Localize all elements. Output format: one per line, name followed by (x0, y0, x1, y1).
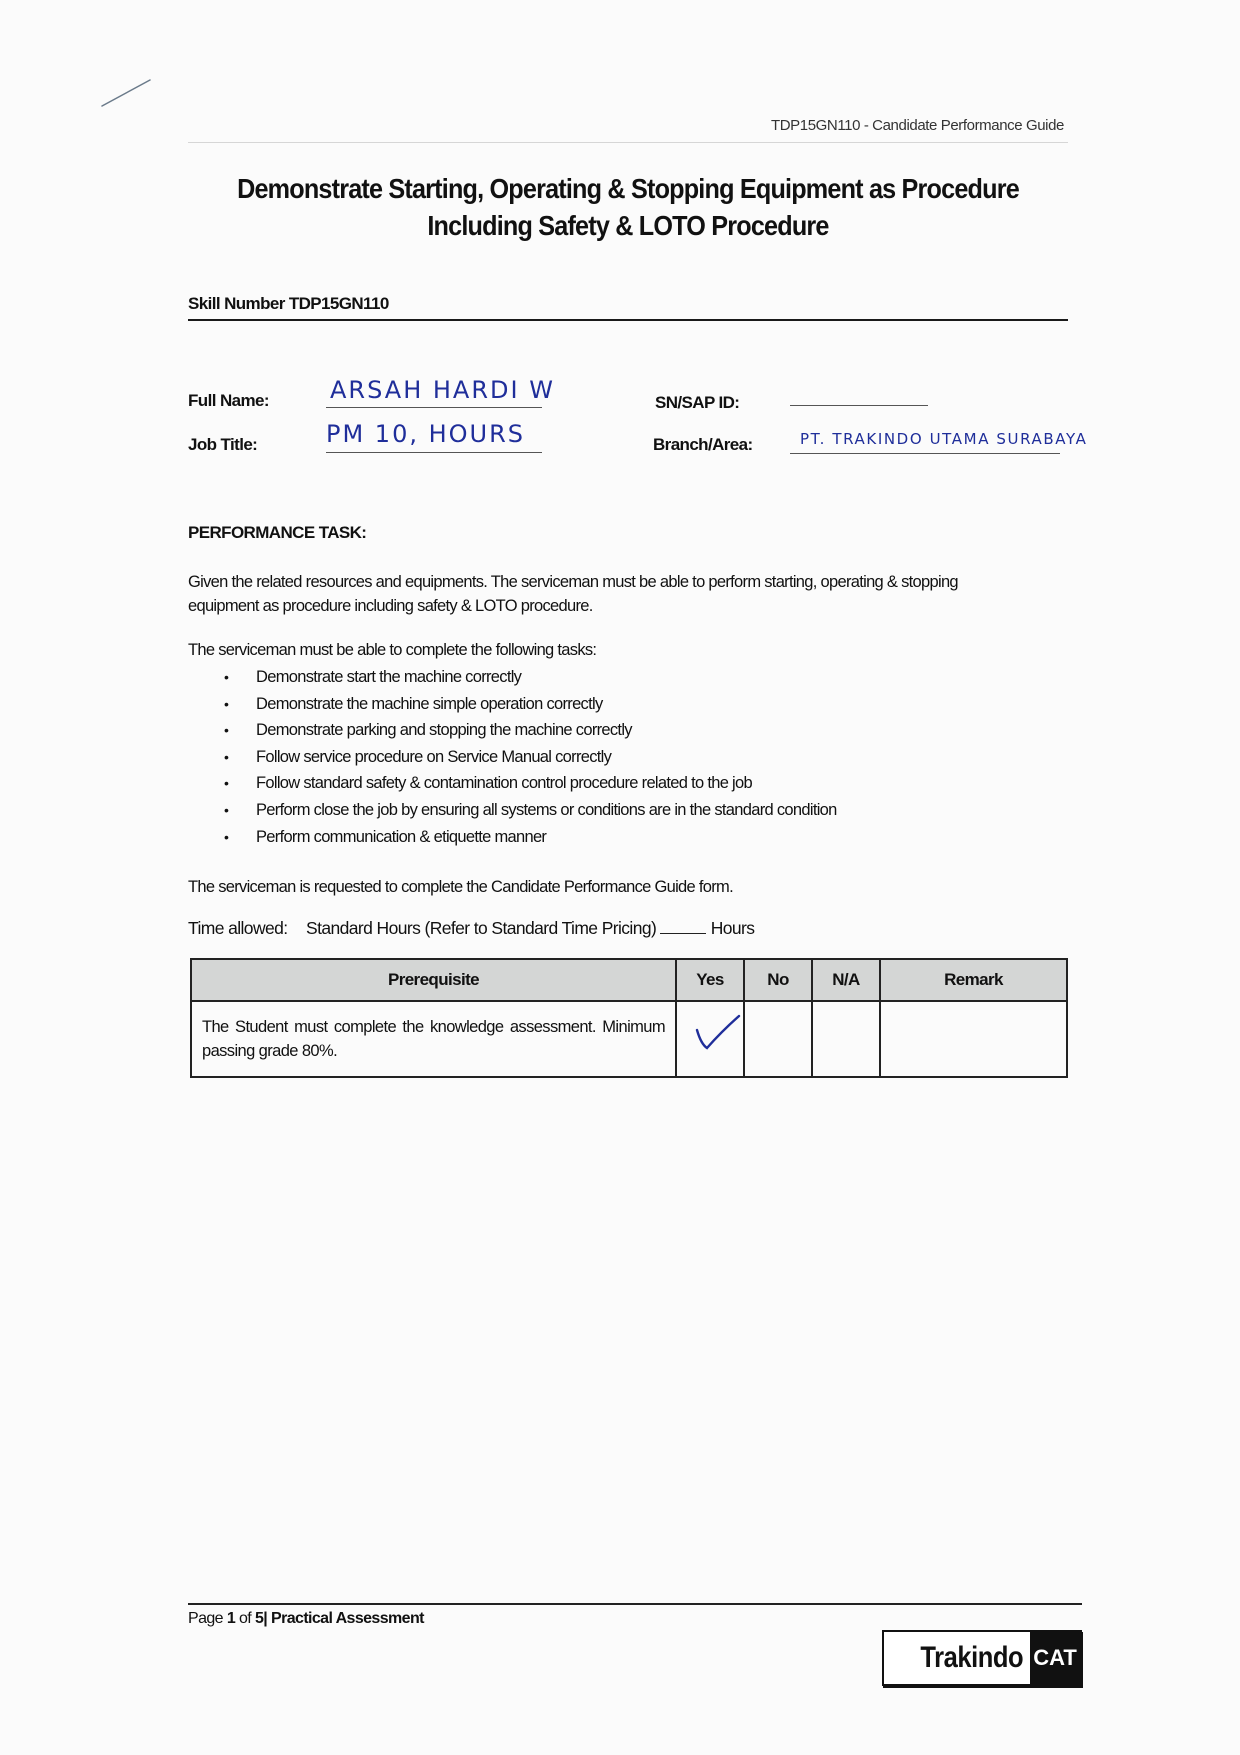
skill-divider (188, 319, 1068, 321)
page-of: of (235, 1610, 255, 1627)
table-header-row (191, 959, 1067, 1001)
list-item (188, 664, 837, 691)
checkmark-icon (695, 1014, 743, 1054)
header-no: No (744, 959, 812, 1001)
task-text: Follow service procedure on Service Manual correctly (256, 747, 612, 766)
task-text: Perform close the job by ensuring all systems or conditions are in the standard condition (256, 800, 837, 819)
job-title-label: Job Title: (188, 435, 258, 454)
document-reference-header: TDP15GN110 - Candidate Performance Guide (770, 117, 1064, 134)
time-allowed-unit: Hours (710, 918, 755, 938)
list-item (188, 717, 837, 744)
full-name-label: Full Name: (188, 391, 269, 410)
yes-checkbox-cell[interactable] (676, 1001, 744, 1077)
time-allowed-hours-field[interactable] (660, 919, 706, 934)
remark-cell[interactable] (880, 1001, 1067, 1077)
sn-sap-id-label: SN/SAP ID: (655, 393, 740, 412)
branch-area-underline (790, 453, 1060, 454)
na-checkbox-cell[interactable] (812, 1001, 880, 1077)
trakindo-cat-logo (882, 1630, 1082, 1686)
bullet-icon: • (224, 748, 229, 765)
title-line-1: Demonstrate Starting, Operating & Stopping Equipment as Procedure (237, 173, 1019, 204)
bullet-icon: • (224, 828, 229, 845)
page-total: 5 (254, 1610, 264, 1627)
bullet-icon: • (224, 669, 229, 685)
bullet-icon: • (224, 801, 229, 818)
bullet-icon: • (224, 775, 229, 792)
job-title-field[interactable]: PM 10, HOURS (326, 420, 526, 448)
list-item (188, 770, 837, 797)
performance-task-intro (188, 570, 1088, 618)
intro-line-1: Given the related resources and equipments. The serviceman must be able to perform starting, operating & stopping (188, 573, 958, 591)
list-item (188, 824, 837, 851)
prerequisite-table (190, 958, 1068, 1078)
list-item (188, 744, 837, 771)
list-item (188, 691, 837, 718)
table-row (191, 1001, 1067, 1077)
task-text: Demonstrate start the machine correctly (256, 668, 522, 686)
header-prerequisite: Prerequisite (191, 959, 676, 1001)
time-allowed-row (188, 918, 754, 939)
skill-number: Skill Number TDP15GN110 (188, 294, 389, 313)
tasks-intro: The serviceman must be able to complete the following tasks: (188, 641, 597, 659)
intro-line-2: equipment as procedure including safety & LOTO procedure. (188, 597, 593, 615)
no-checkbox-cell[interactable] (744, 1001, 812, 1077)
logo-brand-text: Trakindo (920, 1641, 1024, 1674)
task-text: Demonstrate parking and stopping the machine correctly (256, 721, 632, 740)
list-item (188, 797, 837, 824)
header-divider (188, 142, 1068, 143)
prerequisite-text: The Student must complete the knowledge assessment. Minimum passing grade 80%. (191, 1001, 676, 1077)
job-title-underline (326, 452, 542, 453)
pen-stroke-mark (100, 78, 152, 108)
full-name-underline (326, 407, 542, 408)
bullet-icon: • (224, 695, 229, 712)
footer-divider (188, 1603, 1082, 1605)
branch-area-field[interactable]: PT. TRAKINDO UTAMA SURABAYA (800, 430, 1088, 448)
logo-mark-text: CAT (1033, 1645, 1077, 1670)
task-text: Follow standard safety & contamination control procedure related to the job (256, 774, 752, 793)
full-name-field[interactable]: ARSAH HARDI W (330, 376, 555, 404)
page-current: 1 (226, 1610, 236, 1627)
task-text: Demonstrate the machine simple operation correctly (256, 694, 603, 713)
time-allowed-label: Time allowed: (188, 918, 288, 938)
bullet-icon: • (224, 722, 229, 739)
cat-logo-icon (1030, 1632, 1080, 1684)
performance-task-heading: PERFORMANCE TASK: (188, 523, 367, 542)
document-title (232, 170, 1024, 244)
page-prefix: Page (188, 1610, 227, 1627)
task-text: Perform communication & etiquette manner (256, 827, 547, 846)
time-allowed-text: Standard Hours (Refer to Standard Time Pricing) (306, 918, 657, 938)
sn-sap-id-field[interactable] (790, 380, 928, 402)
header-na: N/A (812, 959, 880, 1001)
page-footer (188, 1610, 424, 1628)
task-list (188, 664, 837, 850)
branch-area-label: Branch/Area: (653, 435, 753, 454)
header-remark: Remark (880, 959, 1067, 1001)
footer-section: | Practical Assessment (263, 1610, 424, 1627)
header-yes: Yes (676, 959, 744, 1001)
title-line-2: Including Safety & LOTO Procedure (427, 210, 829, 241)
request-text: The serviceman is requested to complete the Candidate Performance Guide form. (188, 878, 733, 896)
sn-sap-id-underline (790, 405, 928, 406)
